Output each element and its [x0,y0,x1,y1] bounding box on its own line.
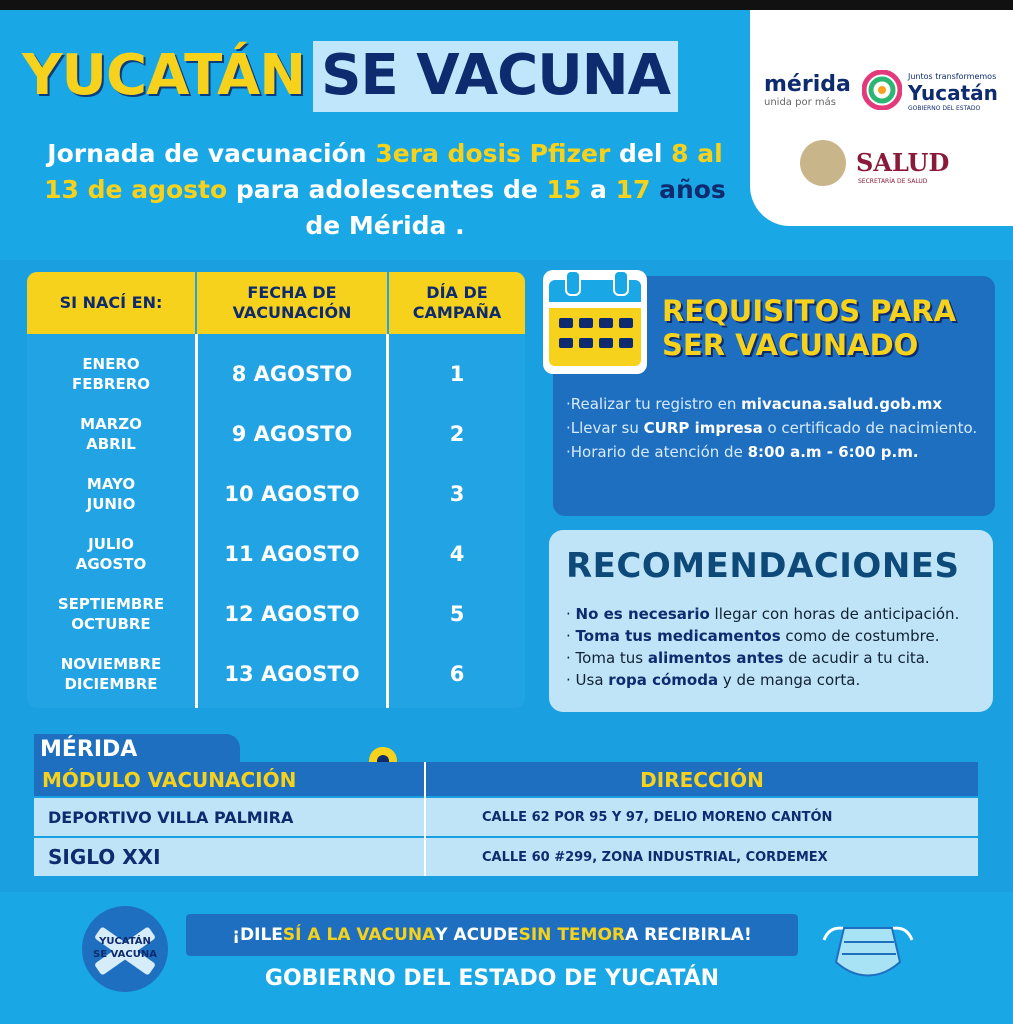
table-cell-months: SEPTIEMBRE OCTUBRE [57,595,165,633]
table-row [34,838,978,876]
table-row [27,464,525,524]
yucatan-emblem-icon [862,70,902,110]
yucatan-logo [862,68,1002,118]
table-cell-months: ENERO FEBRERO [71,355,151,393]
schedule-table [27,272,525,708]
requirement-item: ·Horario de atención de 8:00 a.m - 6:00 p.m. [566,443,919,461]
table-row [27,524,525,584]
table-cell-date: 11 AGOSTO [224,542,360,566]
yucatan-se-vacuna-badge [82,906,168,992]
mexico-seal-icon [800,140,846,186]
intro-t6: de Mérida . [305,211,465,240]
merida-logo-tagline: unida por más [764,97,836,108]
table-cell-months: MARZO ABRIL [80,415,142,453]
requirements-list [566,392,986,464]
intro-t3: para adolescentes de [227,175,547,204]
recommendation-item: · Usa ropa cómoda y de manga corta. [566,671,861,689]
recommendations-title: RECOMENDACIONES [566,546,960,586]
slogan-banner: ¡DILE SÍ A LA VACUNA Y ACUDE SIN TEMOR A RECIBIRLA! [186,914,798,956]
modules-header-module: MÓDULO VACUNACIÓN [42,768,297,792]
calendar-icon [543,270,647,374]
module-name: DEPORTIVO VILLA PALMIRA [48,807,294,827]
yucatan-logo-text: Yucatán [908,81,998,105]
table-cell-date: 9 AGOSTO [231,422,353,446]
requirements-title-line1: REQUISITOS PARA [662,294,957,328]
face-mask-icon [820,910,916,986]
table-cell-months: JULIO AGOSTO [75,535,147,573]
intro-t1: Jornada de vacunación [47,139,376,168]
recommendations-list [566,603,986,691]
top-bar [0,0,1013,10]
table-cell-day: 2 [449,422,465,446]
modules-divider [424,762,426,876]
intro-t4: a [581,175,616,204]
intro-t5 [650,175,659,204]
intro-age-min: 15 [546,175,582,204]
table-header-day: DÍA DE CAMPAÑA [389,272,525,334]
requirements-title [662,294,982,362]
intro-dates: 8 al 13 de agosto [44,139,723,204]
intro-age-max: 17 [615,175,651,204]
module-address: CALLE 62 POR 95 Y 97, DELIO MORENO CANTÓN [482,809,833,825]
table-row [27,584,525,644]
merida-logo-text: mérida [764,72,851,97]
table-cell-day: 5 [449,602,465,626]
table-cell-date: 12 AGOSTO [224,602,360,626]
salud-logo-text: SALUD [856,148,950,177]
table-row [34,798,978,836]
table-cell-date: 8 AGOSTO [231,362,353,386]
requirement-item: ·Llevar su CURP impresa o certificado de nacimiento. [566,419,978,437]
badge-text-2: SE VACUNA [93,949,157,960]
intro-dose: 3era dosis Pfizer [375,139,611,168]
table-cell-date: 10 AGOSTO [224,482,360,506]
requirements-title-line2: SER VACUNADO [662,328,919,362]
table-cell-day: 1 [449,362,465,386]
government-footer-text: GOBIERNO DEL ESTADO DE YUCATÁN [264,966,720,991]
table-cell-day: 6 [449,662,465,686]
table-row [27,644,525,704]
table-cell-day: 4 [449,542,465,566]
title-yucatan: YUCATÁN [22,43,306,108]
table-row [27,344,525,404]
recommendation-item: · Toma tus alimentos antes de acudir a tu cita. [566,649,930,667]
table-cell-day: 3 [449,482,465,506]
module-address: CALLE 60 #299, ZONA INDUSTRIAL, CORDEMEX [482,849,828,865]
modules-city: MÉRIDA [40,737,138,762]
intro-text [40,136,730,244]
requirement-item: ·Realizar tu registro en mivacuna.salud.gob.mx [566,395,943,413]
badge-text-1: YUCATÁN [99,936,151,947]
logos-panel [750,10,1013,226]
yucatan-logo-sub: GOBIERNO DEL ESTADO [908,105,981,112]
recommendation-item: · Toma tus medicamentos como de costumbre. [566,627,940,645]
table-header-date: FECHA DE VACUNACIÓN [197,272,387,334]
table-row [27,404,525,464]
table-cell-months: MAYO JUNIO [86,475,136,513]
title-se-vacuna: SE VACUNA [313,41,678,112]
recommendation-item: · No es necesario llegar con horas de anticipación. [566,605,960,623]
table-cell-months: NOVIEMBRE DICIEMBRE [60,655,162,693]
intro-t2: del [610,139,672,168]
merida-logo [764,72,851,108]
intro-years: años [659,175,726,204]
salud-logo-sub: SECRETARÍA DE SALUD [858,178,928,185]
module-name: SIGLO XXI [48,845,161,869]
table-header-born: SI NACÍ EN: [27,272,195,334]
table-cell-date: 13 AGOSTO [224,662,360,686]
modules-header-address: DIRECCIÓN [640,768,764,792]
page-title [22,43,678,108]
yucatan-logo-motto: Juntos transformemos [908,72,997,81]
